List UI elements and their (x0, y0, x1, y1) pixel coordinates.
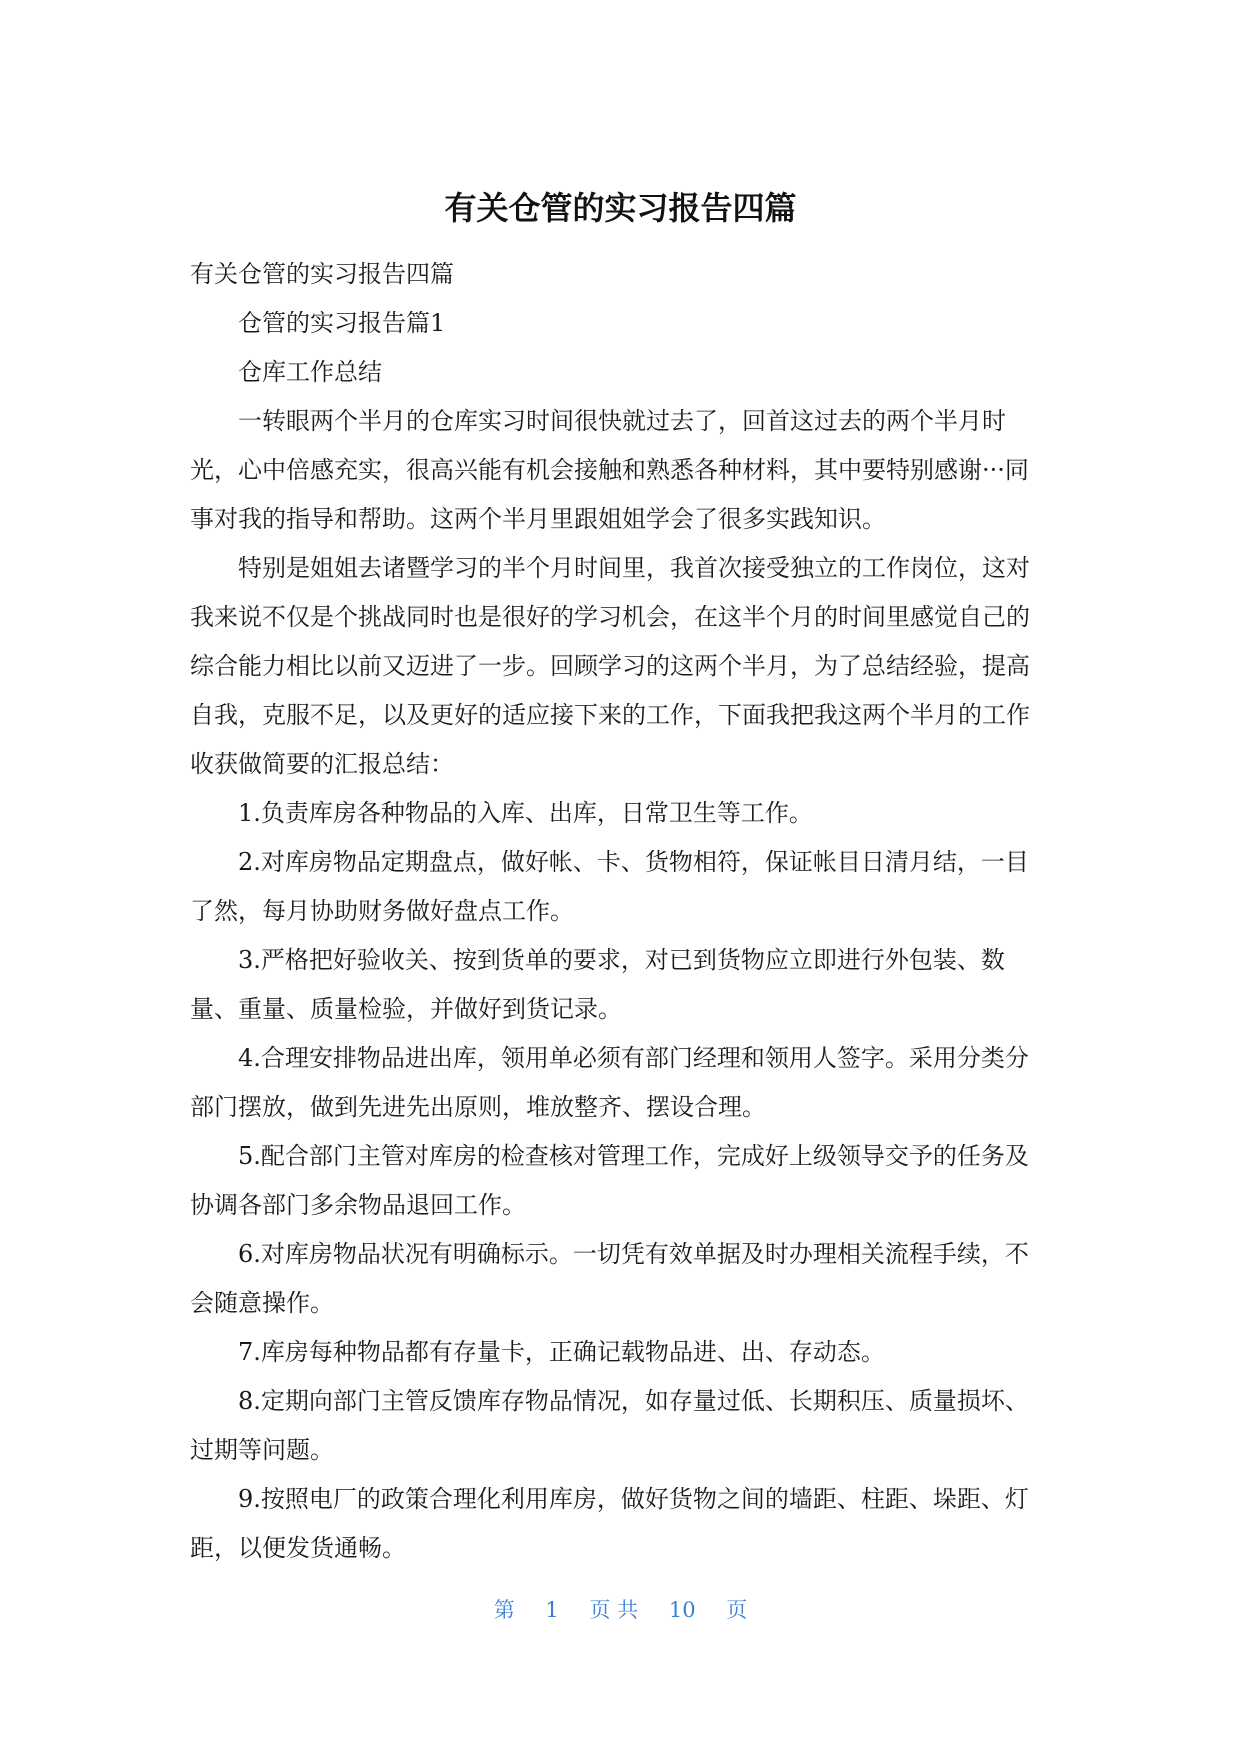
list-item: 9.按照电厂的政策合理化利用库房，做好货物之间的墙距、柱距、垛距、灯距，以便发货通畅。 (190, 1485, 1029, 1562)
list-item: 8.定期向部门主管反馈库存物品情况，如存量过低、长期积压、质量损坏、过期等问题。 (190, 1387, 1029, 1464)
list-item: 7.库房每种物品都有存量卡，正确记载物品进、出、存动态。 (238, 1338, 885, 1366)
section-heading: 仓管的实习报告篇1 (238, 309, 446, 337)
footer-current-page: 1 (545, 1598, 559, 1622)
list-item: 5.配合部门主管对库房的检查核对管理工作，完成好上级领导交予的任务及协调各部门多余物品退回工作。 (190, 1142, 1029, 1219)
list-item: 4.合理安排物品进出库，领用单必须有部门经理和领用人签字。采用分类分部门摆放，做到先进先出原则，堆放整齐、摆设合理。 (190, 1044, 1029, 1121)
list-item: 2.对库房物品定期盘点，做好帐、卡、货物相符，保证帐目日清月结，一目了然，每月协助财务做好盘点工作。 (190, 848, 1029, 925)
footer-label-page: 第 (493, 1598, 515, 1622)
list-item: 3.严格把好验收关、按到货单的要求，对已到货物应立即进行外包装、数量、重量、质量检验，并做好到货记录。 (190, 946, 1005, 1023)
subtitle-paragraph: 有关仓管的实习报告四篇 (190, 260, 454, 288)
body-paragraph: 特别是姐姐去诸暨学习的半个月时间里，我首次接受独立的工作岗位，这对我来说不仅是个挑战同时也是很好的学习机会，在这半个月的时间里感觉自己的综合能力相比以前又迈进了一步。回顾学习的这两个半月，为了总结经验，提高自我，克服不足，以及更好的适应接下来的工作，下面我把我这两个半月的工作收获做简要的汇报总结： (190, 554, 1030, 778)
document-body (190, 250, 1050, 1573)
footer-label-of: 页 共 (589, 1598, 639, 1622)
body-paragraph: 一转眼两个半月的仓库实习时间很快就过去了，回首这过去的两个半月时光，心中倍感充实，很高兴能有机会接触和熟悉各种材料，其中要特别感谢···同事对我的指导和帮助。这两个半月里跟姐姐学会了很多实践知识。 (190, 407, 1029, 533)
footer-label-pages: 页 (726, 1598, 748, 1622)
document-title: 有关仓管的实习报告四篇 (444, 189, 797, 227)
sub-heading: 仓库工作总结 (238, 358, 382, 386)
footer-total-pages: 10 (668, 1598, 696, 1622)
page-footer (0, 1596, 1241, 1624)
list-item: 1.负责库房各种物品的入库、出库，日常卫生等工作。 (238, 799, 813, 827)
list-item: 6.对库房物品状况有明确标示。一切凭有效单据及时办理相关流程手续，不会随意操作。 (190, 1240, 1029, 1317)
